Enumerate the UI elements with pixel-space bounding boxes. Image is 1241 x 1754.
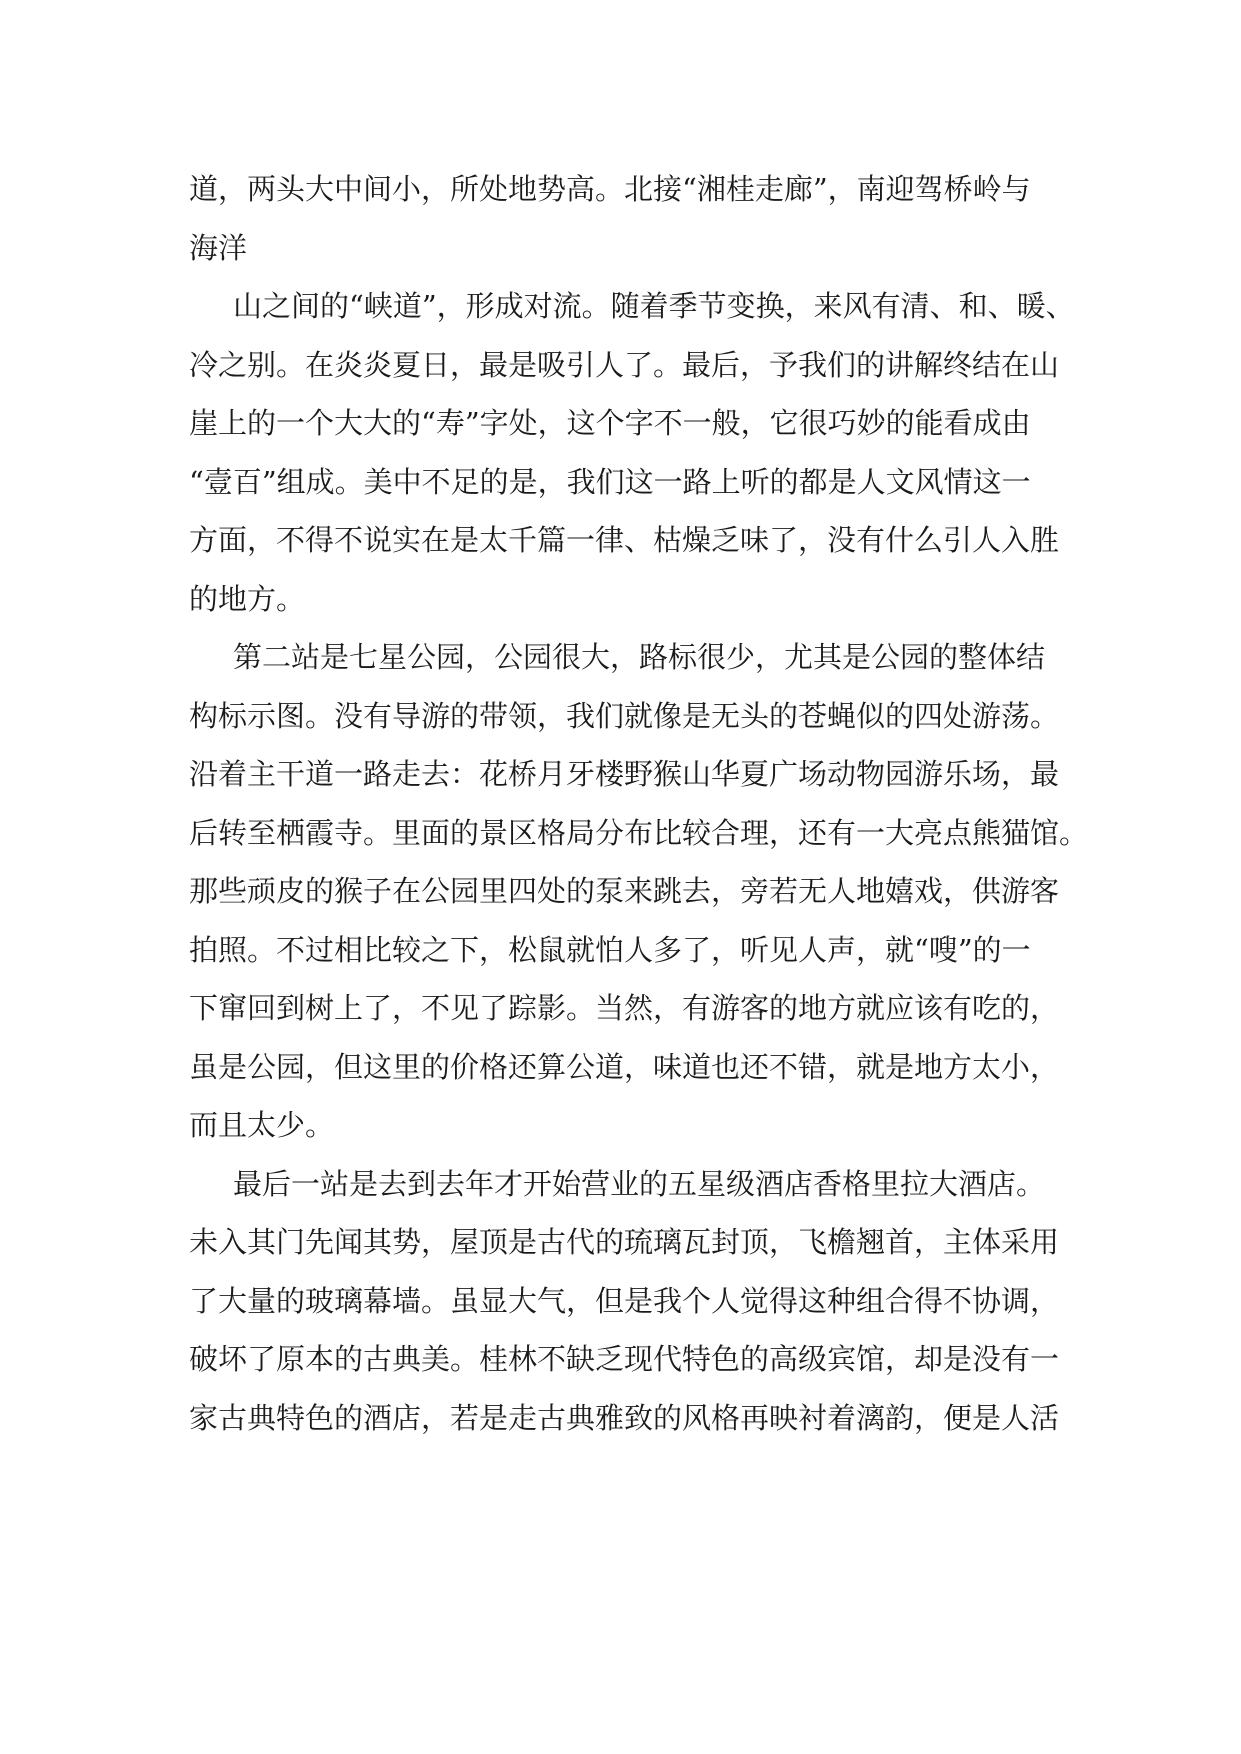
text-line: 崖上的一个大大的“寿”字处，这个字不一般，它很巧妙的能看成由	[189, 406, 1031, 440]
text-line: 后转至栖霞寺。里面的景区格局分布比较合理，还有一大亮点熊猫馆。	[189, 815, 1089, 850]
text-line: 冷之别。在炎炎夏日，最是吸引人了。最后，予我们的讲解终结在山	[189, 347, 1060, 382]
text-line: 的地方。	[189, 581, 306, 616]
text-line: 下窜回到树上了，不见了踪影。当然，有游客的地方就应该有吃的，	[189, 991, 1060, 1025]
body-text	[189, 160, 1089, 1447]
text-line: 而且太少。	[189, 1108, 335, 1142]
text-line: 拍照。不过相比较之下，松鼠就怕人多了，听见人声，就“嗖”的一	[189, 932, 1031, 967]
text-line: 海洋	[189, 230, 248, 265]
text-line: 最后一站是去到去年才开始营业的五星级酒店香格里拉大酒店。	[233, 1166, 1046, 1201]
text-line: 了大量的玻璃幕墙。虽显大气，但是我个人觉得这种组合得不协调，	[189, 1283, 1060, 1318]
text-line: 沿着主干道一路走去：花桥月牙楼野猴山华夏广场动物园游乐场，最	[189, 757, 1060, 791]
text-line: 虽是公园，但这里的价格还算公道，味道也还不错，就是地方太小，	[189, 1049, 1060, 1084]
text-line: 那些顽皮的猴子在公园里四处的泵来跳去，旁若无人地嬉戏，供游客	[189, 874, 1060, 908]
text-line: “壹百”组成。美中不足的是，我们这一路上听的都是人文风情这一	[189, 464, 1031, 499]
text-line: 道，两头大中间小，所处地势高。北接“湘桂走廊”，南迎驾桥岭与	[189, 172, 1031, 206]
text-line: 山之间的“峡道”，形成对流。随着季节变换，来风有清、和、暖、	[233, 289, 1075, 323]
text-line: 构标示图。没有导游的带领，我们就像是无头的苍蝇似的四处游荡。	[189, 698, 1060, 733]
text-line: 破坏了原本的古典美。桂林不缺乏现代特色的高级宾馆，却是没有一	[189, 1342, 1060, 1376]
text-line: 未入其门先闻其势，屋顶是古代的琉璃瓦封顶，飞檐翘首，主体采用	[189, 1225, 1060, 1259]
text-line: 家古典特色的酒店，若是走古典雅致的风格再映衬着漓韵，便是人活	[189, 1400, 1060, 1435]
text-line: 方面，不得不说实在是太千篇一律、枯燥乏味了，没有什么引人入胜	[189, 523, 1060, 557]
text-line: 第二站是七星公园，公园很大，路标很少，尤其是公园的整体结	[233, 640, 1046, 674]
